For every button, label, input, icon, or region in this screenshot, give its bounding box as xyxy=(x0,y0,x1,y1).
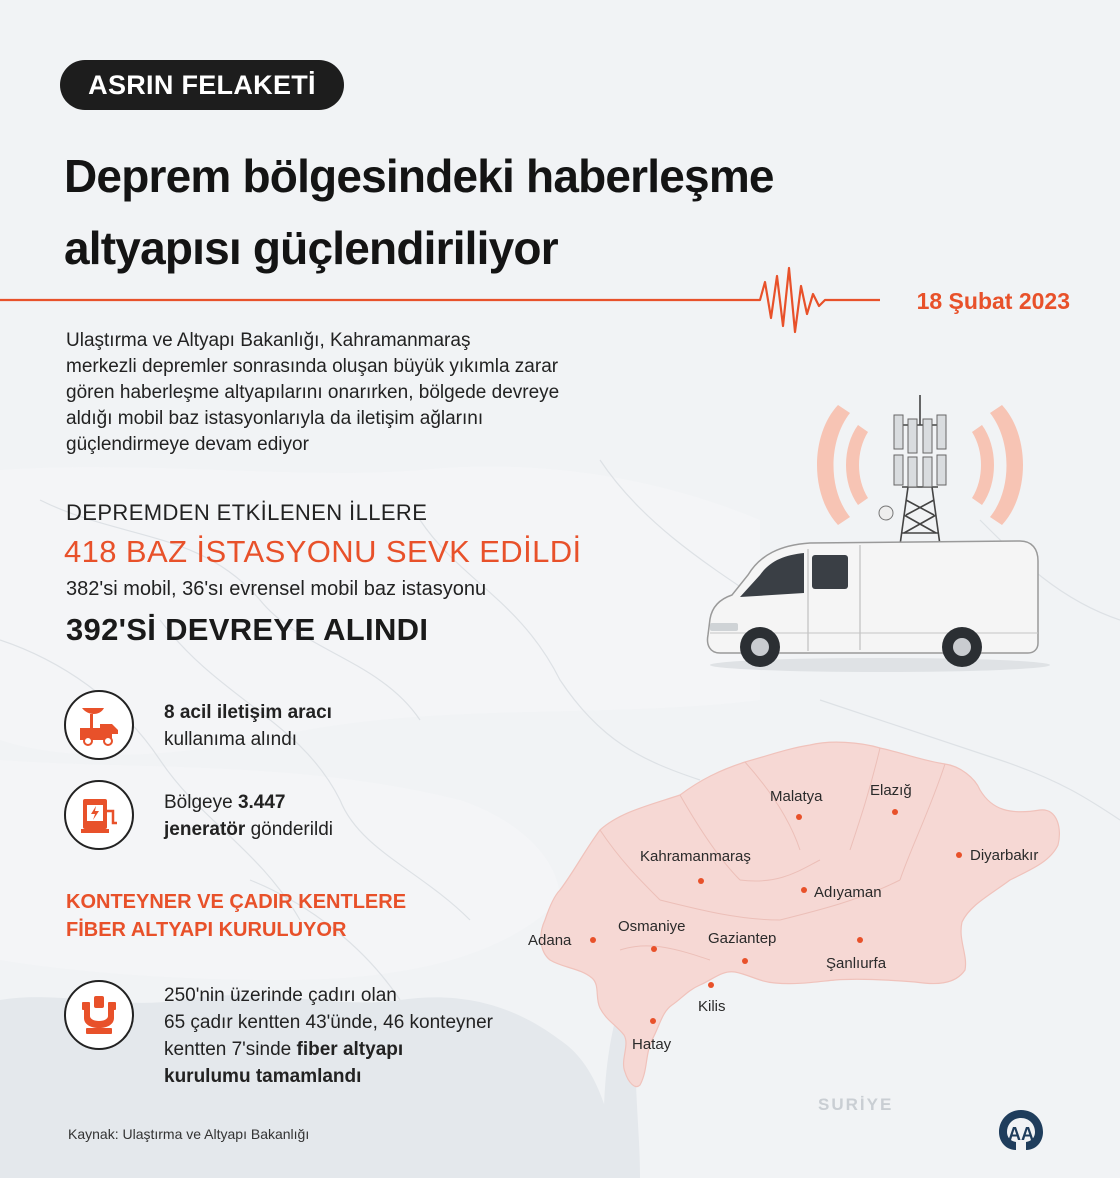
aa-logo-text: AA xyxy=(1008,1124,1034,1144)
category-tag: ASRIN FELAKETİ xyxy=(60,60,344,110)
intro-line: aldığı mobil baz istasyonlarıyla da iletişim ağlarını xyxy=(66,408,484,429)
generator-prefix: Bölgeye xyxy=(164,792,238,813)
vehicles-count: 8 acil iletişim aracı xyxy=(164,702,332,723)
emergency-vehicle-badge xyxy=(64,690,134,760)
city-label-gaziantep: Gaziantep xyxy=(708,930,777,947)
city-label-diyarbakir: Diyarbakır xyxy=(970,847,1039,864)
generator-info xyxy=(164,789,333,843)
city-label-osmaniye: Osmaniye xyxy=(618,918,686,935)
intro-line: merkezli depremler sonrasında oluşan büyük yıkımla zarar xyxy=(66,356,559,377)
base-station-tower-icon xyxy=(790,395,1050,550)
city-label-kilis: Kilis xyxy=(698,998,726,1015)
stations-sent-headline: 418 BAZ İSTASYONU SEVK EDİLDİ xyxy=(64,534,582,569)
city-label-hatay: Hatay xyxy=(632,1036,672,1053)
aa-logo xyxy=(996,1108,1046,1152)
generator-label: jeneratör xyxy=(164,819,246,840)
stations-breakdown: 382'si mobil, 36'sı evrensel mobil baz istasyonu xyxy=(66,578,487,600)
country-label-syria: SURİYE xyxy=(818,1095,894,1114)
city-dot xyxy=(698,878,704,884)
generator-status: gönderildi xyxy=(245,819,333,840)
city-label-sanliurfa: Şanlıurfa xyxy=(826,955,887,972)
aa-logo-icon xyxy=(996,1108,1046,1152)
city-label-adiyaman: Adıyaman xyxy=(814,884,882,901)
fiber-line-bold: kurulumu tamamlandı xyxy=(164,1066,362,1087)
city-dot xyxy=(892,809,898,815)
city-dot xyxy=(650,1018,656,1024)
generator-count: 3.447 xyxy=(237,792,286,813)
city-label-elazig: Elazığ xyxy=(870,782,912,799)
intro-line: Ulaştırma ve Altyapı Bakanlığı, Kahramanmaraş xyxy=(66,330,471,351)
fiber-info xyxy=(164,982,493,1090)
city-label-kahramanmaras: Kahramanmaraş xyxy=(640,848,751,865)
city-dot xyxy=(708,982,714,988)
fiber-heading xyxy=(66,888,406,944)
city-label-malatya: Malatya xyxy=(770,788,823,805)
intro-line: güçlendirmeye devam ediyor xyxy=(66,434,309,455)
fiber-line: 65 çadır kentten 43'ünde, 46 konteyner xyxy=(164,1012,493,1033)
intro-paragraph xyxy=(66,328,706,458)
stations-activated-headline: 392'Sİ DEVREYE ALINDI xyxy=(66,612,429,647)
source-credit: Kaynak: Ulaştırma ve Altyapı Bakanlığı xyxy=(68,1126,310,1142)
vehicles-info xyxy=(164,699,332,753)
fiber-heading-line-2: FİBER ALTYAPI KURULUYOR xyxy=(66,919,347,941)
fiber-line: 250'nin üzerinde çadırı olan xyxy=(164,985,397,1006)
emergency-vehicle-icon xyxy=(76,702,122,748)
fiber-line-bold: fiber altyapı xyxy=(296,1039,404,1060)
affected-provinces-heading: DEPREMDEN ETKİLENEN İLLERE xyxy=(66,500,428,525)
generator-icon xyxy=(77,793,121,837)
fiber-cable-icon xyxy=(76,992,122,1038)
city-dot xyxy=(742,958,748,964)
city-dot xyxy=(590,937,596,943)
city-dot xyxy=(651,946,657,952)
city-dot xyxy=(857,937,863,943)
intro-line: gören haberleşme altyapılarını onarırken, bölgede devreye xyxy=(66,382,560,403)
city-dot xyxy=(956,852,962,858)
mobile-base-station-van xyxy=(700,535,1055,675)
page-title xyxy=(64,140,1004,284)
city-dot xyxy=(801,887,807,893)
title-line-1: Deprem bölgesindeki haberleşme xyxy=(64,150,774,202)
publish-date: 18 Şubat 2023 xyxy=(916,288,1070,314)
title-line-2: altyapısı güçlendiriliyor xyxy=(64,222,558,274)
fiber-badge xyxy=(64,980,134,1050)
city-dot xyxy=(796,814,802,820)
city-label-adana: Adana xyxy=(528,932,572,949)
fiber-heading-line-1: KONTEYNER VE ÇADIR KENTLERE xyxy=(66,891,407,913)
generator-badge xyxy=(64,780,134,850)
fiber-line: kentten 7'sinde xyxy=(164,1039,297,1060)
vehicles-status: kullanıma alındı xyxy=(164,729,298,750)
